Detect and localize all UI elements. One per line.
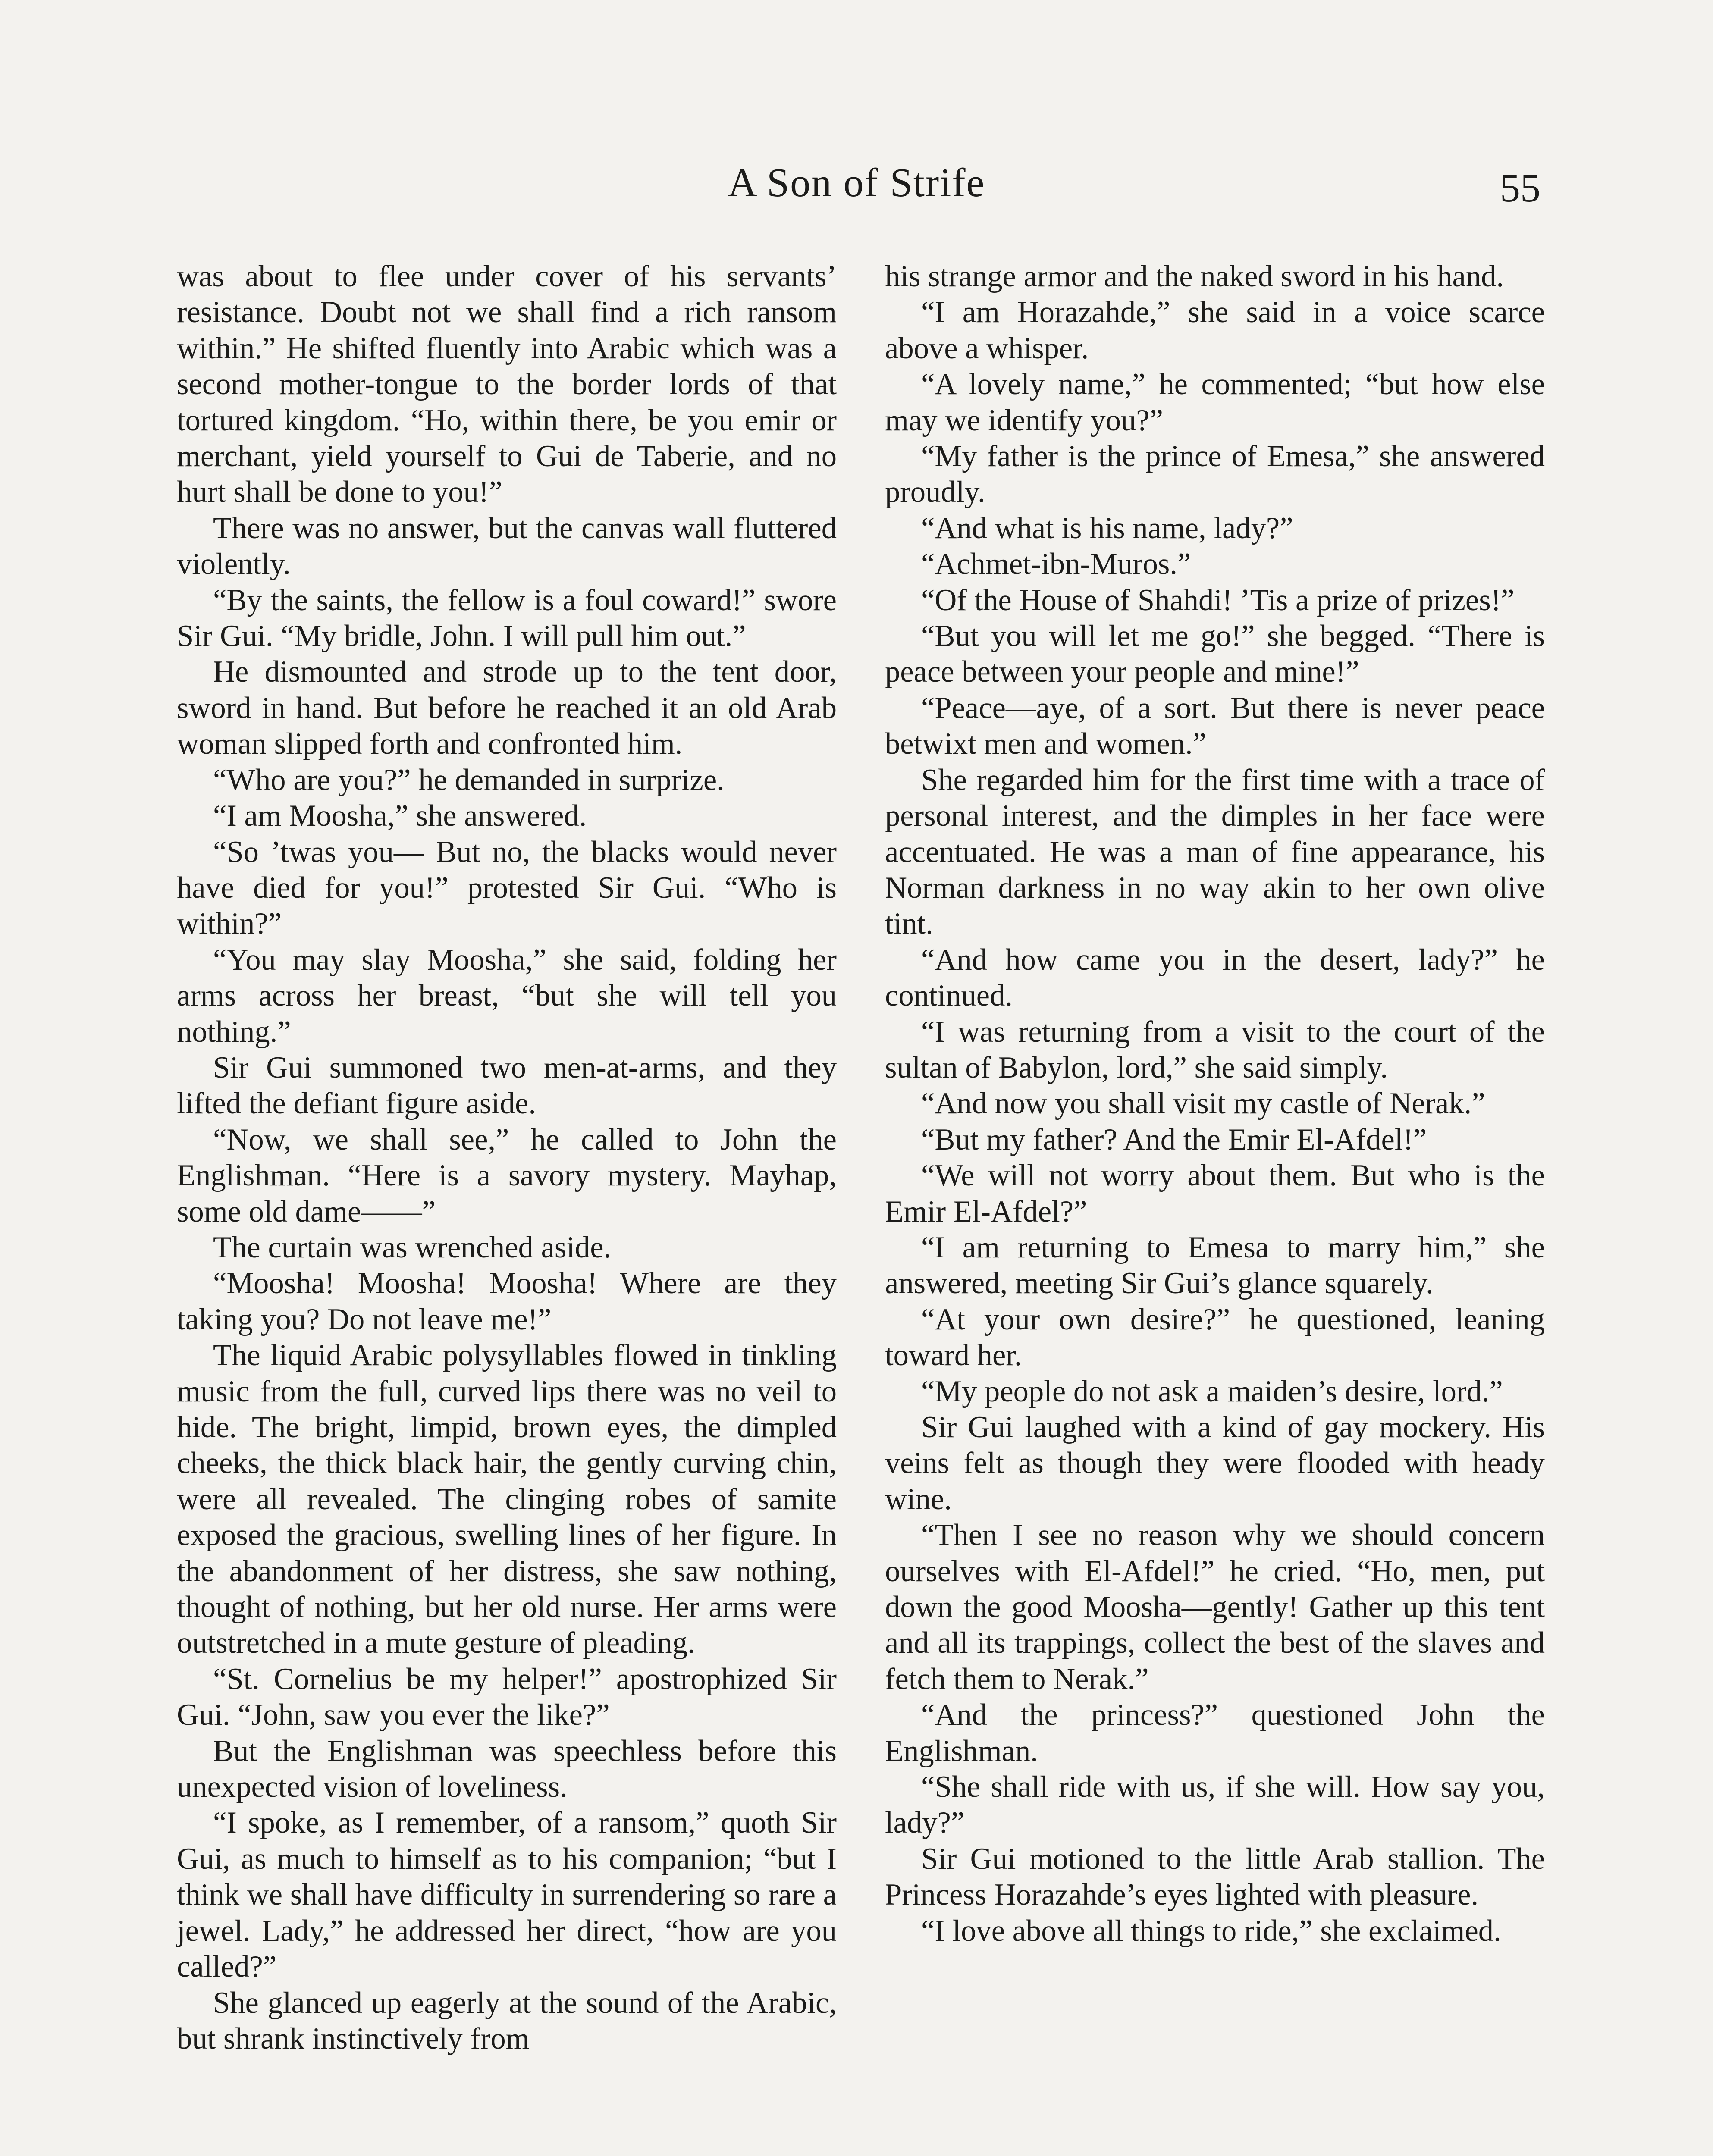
left-column <box>177 259 837 2057</box>
paragraph: “And what is his name, lady?” <box>921 511 1293 545</box>
paragraph: But the Englishman was speechless before this unexpected vision of loveliness. <box>177 1734 837 1804</box>
paragraph: Sir Gui motioned to the little Arab stallion. The Princess Horazahde’s eyes lighted with pleasure. <box>885 1842 1545 1912</box>
paragraph: Sir Gui laughed with a kind of gay mockery. His veins felt as though they were flooded with heady wine. <box>885 1410 1545 1516</box>
paragraph: “At your own desire?” he questioned, leaning toward her. <box>885 1302 1545 1373</box>
running-title: A Son of Strife <box>728 160 985 205</box>
paragraph: “I was returning from a visit to the court of the sultan of Babylon, lord,” she said simply. <box>885 1015 1545 1084</box>
paragraph: He dismounted and strode up to the tent door, sword in hand. But before he reached it an old Arab woman slipped forth and confronted him. <box>177 655 837 761</box>
paragraph: “We will not worry about them. But who is the Emir El-Afdel?” <box>885 1159 1545 1228</box>
paragraph: “You may slay Moosha,” she said, folding her arms across her breast, “but she will tell you nothing.” <box>177 943 837 1049</box>
paragraph: “Achmet-ibn-Muros.” <box>921 547 1191 581</box>
paragraph: “And how came you in the desert, lady?” he continued. <box>885 943 1545 1013</box>
paragraph: “Now, we shall see,” he called to John the Englishman. “Here is a savory mystery. Mayhap, some old dame——” <box>177 1122 837 1228</box>
paragraph: “Then I see no reason why we should concern ourselves with El-Afdel!” he cried. “Ho, men, put down the good Moosha—gently! Gather up this tent and all its trappings, collect the best of the slaves and fetch them to Nerak.” <box>885 1518 1545 1696</box>
paragraph: “She shall ride with us, if she will. How say you, lady?” <box>885 1770 1545 1840</box>
paragraph: “My people do not ask a maiden’s desire, lord.” <box>921 1374 1503 1408</box>
paragraph: “By the saints, the fellow is a foul coward!” swore Sir Gui. “My bridle, John. I will pull him out.” <box>177 583 837 653</box>
paragraph: “And now you shall visit my castle of Nerak.” <box>921 1087 1485 1121</box>
paragraph: “Peace—aye, of a sort. But there is never peace betwixt men and women.” <box>885 691 1545 761</box>
paragraph: was about to flee under cover of his servants’ resistance. Doubt not we shall find a rich ransom within.” He shifted fluently into Arabic which was a second mother-tongue to the border lords of that tortured kingdom. “Ho, within there, be you emir or merchant, yield yourself to Gui de Taberie, and no hurt shall be done to you!” <box>177 260 837 509</box>
paragraph: “Who are you?” he demanded in surprize. <box>213 763 725 797</box>
paragraph: his strange armor and the naked sword in his hand. <box>885 260 1504 293</box>
paragraph: There was no answer, but the canvas wall fluttered violently. <box>177 511 837 581</box>
paragraph: “I spoke, as I remember, of a ransom,” quoth Sir Gui, as much to himself as to his companion; “but I think we shall have difficulty in surrendering so rare a jewel. Lady,” he addressed her direct, “how are you called?” <box>177 1806 837 1984</box>
text-columns <box>177 259 1545 2156</box>
paragraph: “I am Horazahde,” she said in a voice scarce above a whisper. <box>885 295 1545 365</box>
paragraph: She glanced up eagerly at the sound of the Arabic, but shrank instinctively from <box>177 1986 837 2056</box>
paragraph: “I am returning to Emesa to marry him,” she answered, meeting Sir Gui’s glance squarely. <box>885 1230 1545 1300</box>
paragraph: “St. Cornelius be my helper!” apostrophized Sir Gui. “John, saw you ever the like?” <box>177 1662 837 1732</box>
paragraph: “My father is the prince of Emesa,” she answered proudly. <box>885 439 1545 509</box>
paragraph: The curtain was wrenched aside. <box>213 1230 612 1264</box>
running-header <box>0 160 1713 220</box>
paragraph: “And the princess?” questioned John the Englishman. <box>885 1698 1545 1768</box>
paragraph: “But my father? And the Emir El-Afdel!” <box>921 1122 1427 1156</box>
paragraph: She regarded him for the first time with a trace of personal interest, and the dimples in her face were accentuated. He was a man of fine appearance, his Norman darkness in no way akin to her own olive tint. <box>885 763 1545 941</box>
paragraph: “Of the House of Shahdi! ’Tis a prize of prizes!” <box>921 583 1515 617</box>
paragraph: Sir Gui summoned two men-at-arms, and they lifted the defiant figure aside. <box>177 1050 837 1121</box>
paragraph: “So ’twas you— But no, the blacks would never have died for you!” protested Sir Gui. “Who is within?” <box>177 835 837 941</box>
paragraph: “Moosha! Moosha! Moosha! Where are they taking you? Do not leave me!” <box>177 1266 837 1336</box>
paragraph: “A lovely name,” he commented; “but how else may we identify you?” <box>885 367 1545 437</box>
page-number: 55 <box>1500 166 1540 210</box>
paragraph: The liquid Arabic polysyllables flowed in tinkling music from the full, curved lips there was no veil to hide. The bright, limpid, brown eyes, the dimpled cheeks, the thick black hair, the gently curving chin, were all revealed. The clinging robes of samite exposed the gracious, swelling lines of her figure. In the abandonment of her distress, she saw nothing, thought of nothing, but her old nurse. Her arms were outstretched in a mute gesture of pleading. <box>177 1338 837 1660</box>
paragraph: “But you will let me go!” she begged. “There is peace between your people and mine!” <box>885 619 1545 689</box>
right-column <box>885 259 1545 1949</box>
paragraph: “I love above all things to ride,” she exclaimed. <box>921 1914 1501 1948</box>
paragraph: “I am Moosha,” she answered. <box>213 799 587 833</box>
